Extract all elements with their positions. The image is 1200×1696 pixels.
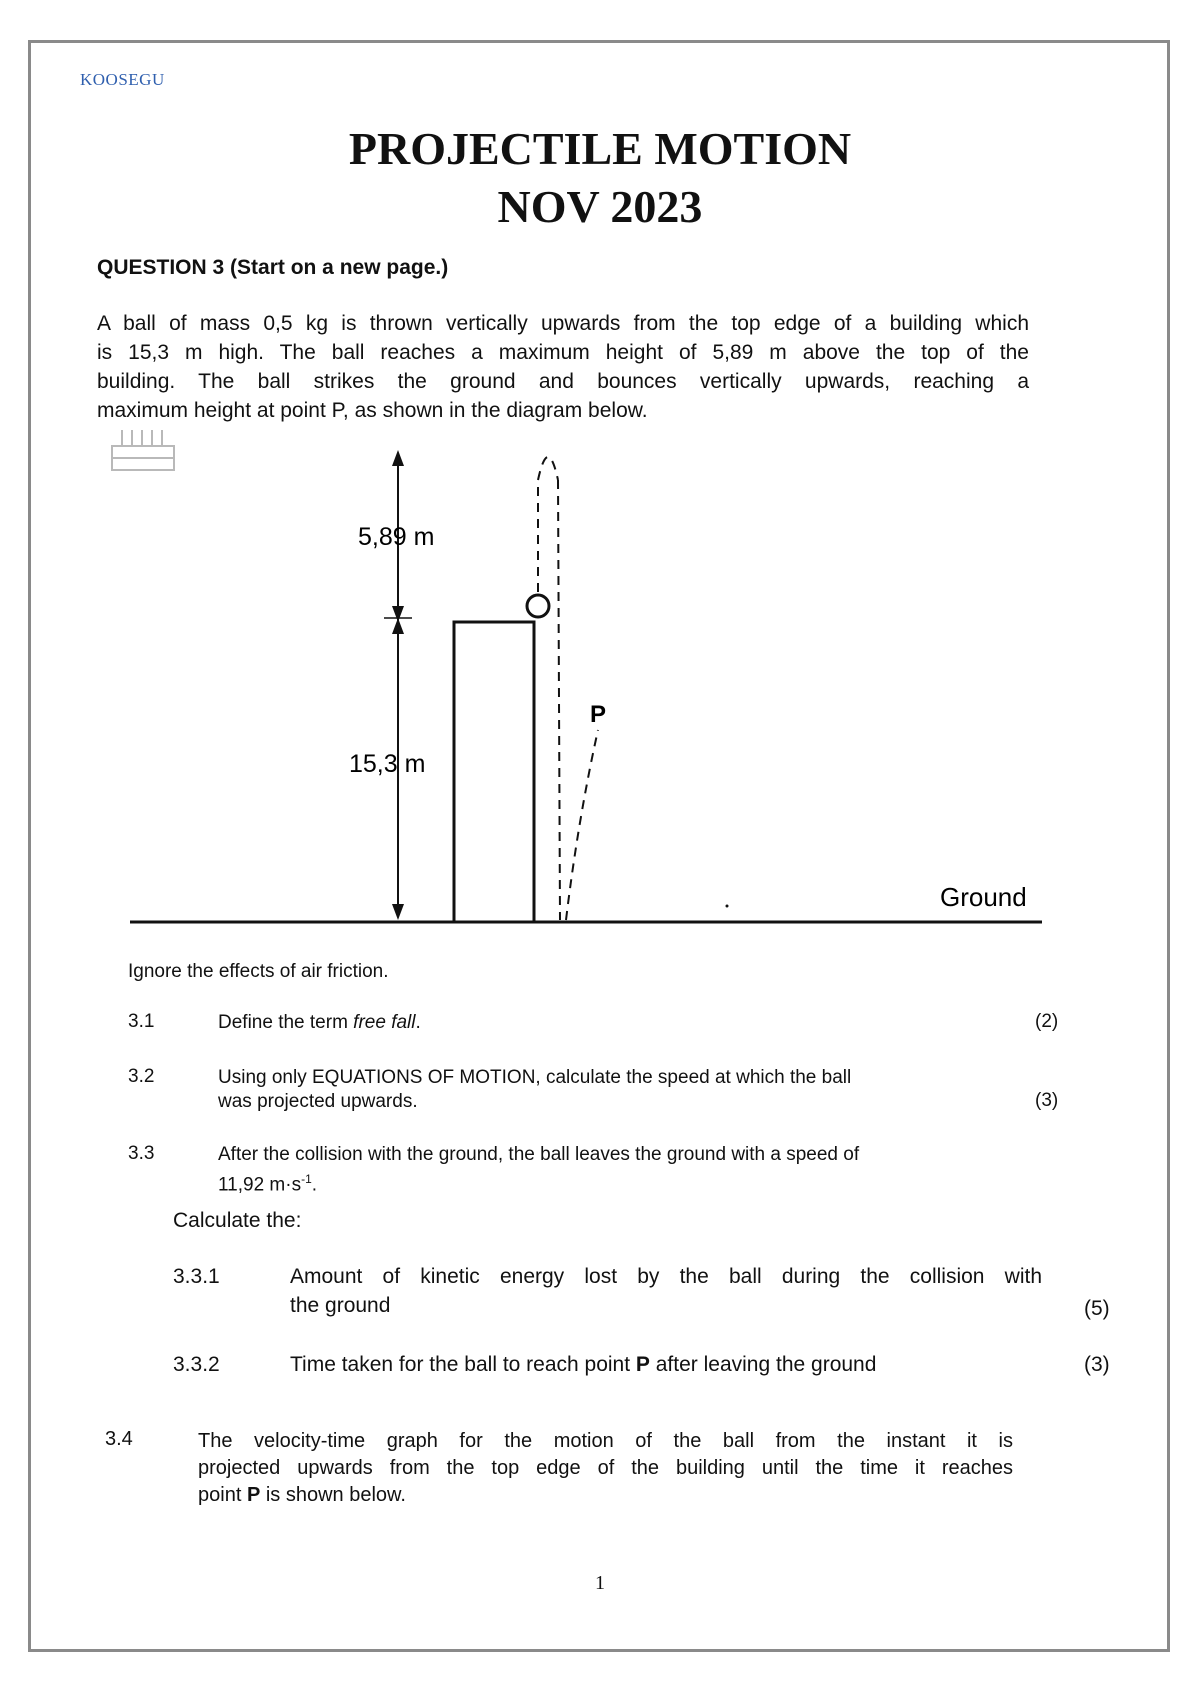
speed-value: 11,92 m·s <box>218 1174 302 1196</box>
label-ground: Ground <box>940 882 1027 912</box>
apex-path <box>538 457 558 480</box>
question-number: 3.3.2 <box>173 1353 220 1376</box>
question-text <box>218 1066 998 1114</box>
question-point-label: P <box>635 1353 650 1376</box>
marks-label: (3) <box>1084 1353 1110 1376</box>
label-point-p: P <box>590 701 607 728</box>
intro-line: building. The ball strikes the ground and bounces vertically upwards, reaching a <box>97 370 1029 393</box>
watermark-text: KOOSEGU <box>80 70 165 89</box>
scan-dot <box>726 905 729 908</box>
label-building-height: 15,3 m <box>349 750 426 778</box>
question-text <box>218 1011 421 1035</box>
projectile-diagram <box>0 440 1200 940</box>
question-number: 3.2 <box>128 1066 155 1087</box>
question-number: 3.4 <box>105 1428 133 1450</box>
question-number: 3.1 <box>128 1011 155 1032</box>
question-intro <box>97 309 1029 425</box>
question-line: Amount of kinetic energy lost by the ball during the collision with <box>290 1265 1042 1288</box>
marks-label: (5) <box>1084 1297 1110 1320</box>
question-text-part: . <box>415 1012 421 1033</box>
question-text-part: is shown below. <box>260 1484 406 1506</box>
question-heading: QUESTION 3 (Start on a new page.) <box>97 256 449 279</box>
marks-label: (2) <box>1035 1011 1059 1032</box>
question-text <box>198 1428 1013 1509</box>
question-line: projected upwards from the top edge of the building until the time it reaches <box>198 1457 1013 1479</box>
question-line: After the collision with the ground, the ball leaves the ground with a speed of <box>218 1144 860 1165</box>
bounce-path <box>566 730 598 920</box>
question-line <box>198 1482 1013 1509</box>
title-line-2: NOV 2023 <box>497 181 703 232</box>
arrow-down-icon <box>392 904 404 920</box>
building <box>454 622 534 922</box>
question-text-part: point <box>198 1484 247 1506</box>
label-max-height: 5,89 m <box>358 523 435 551</box>
question-text-part: Time taken for the ball to reach point <box>290 1353 636 1376</box>
arrow-up-icon <box>392 450 404 466</box>
question-line: Using only EQUATIONS OF MOTION, calculate the speed at which the ball <box>218 1067 852 1088</box>
downward-path <box>558 480 560 920</box>
question-text-part: after leaving the ground <box>649 1353 877 1376</box>
calculate-heading: Calculate the: <box>173 1209 302 1232</box>
question-line: was projected upwards. <box>218 1091 418 1112</box>
title-line-1: PROJECTILE MOTION <box>348 123 852 174</box>
question-number: 3.3.1 <box>173 1265 220 1288</box>
ball <box>527 595 549 617</box>
question-term: free fall <box>353 1012 416 1033</box>
marks-label: (3) <box>1035 1090 1059 1111</box>
question-point-label: P <box>246 1484 261 1506</box>
ignore-friction-note: Ignore the effects of air friction. <box>128 961 389 982</box>
page-number: 1 <box>595 1572 605 1594</box>
question-text <box>290 1350 876 1379</box>
question-text <box>290 1262 1042 1320</box>
question-text-part: Define the term <box>218 1012 354 1033</box>
question-line <box>218 1167 998 1197</box>
intro-line: maximum height at point P, as shown in the diagram below. <box>97 399 648 422</box>
unit-exponent: -1 <box>301 1172 312 1186</box>
question-number: 3.3 <box>128 1143 155 1164</box>
question-line: The velocity-time graph for the motion of the ball from the instant it is <box>198 1430 1013 1452</box>
question-text <box>218 1143 998 1197</box>
question-line: the ground <box>290 1294 391 1317</box>
intro-line: is 15,3 m high. The ball reaches a maximum height of 5,89 m above the top of the <box>97 341 1029 364</box>
intro-line: A ball of mass 0,5 kg is thrown vertically upwards from the top edge of a building which <box>97 312 1029 335</box>
punctuation: . <box>311 1174 318 1196</box>
